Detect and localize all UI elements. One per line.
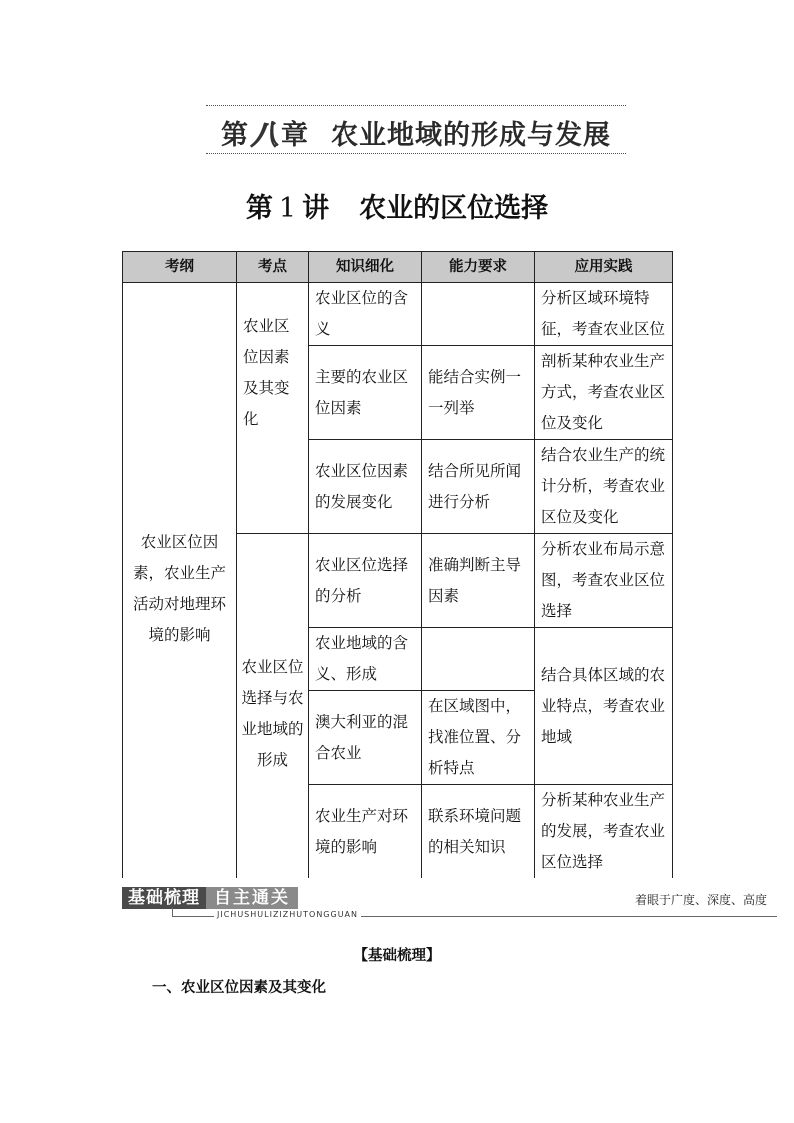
topic-cell-2: 农业区位选择与农业地域的形成 [237, 534, 309, 879]
ability-cell: 能结合实例一一列举 [422, 346, 535, 440]
ability-cell [422, 283, 535, 346]
section-bar-hook [172, 907, 173, 916]
ability-cell [422, 628, 535, 691]
section-heading-1: 一、农业区位因素及其变化 [152, 980, 326, 996]
section-pinyin: JICHUSHULIZIZHUTONGGUAN [214, 910, 361, 919]
knowledge-cell: 农业区位选择的分析 [309, 534, 422, 628]
knowledge-cell: 农业地域的含义、形成 [309, 628, 422, 691]
practice-cell: 分析农业布局示意图，考查农业区位选择 [535, 534, 673, 628]
header-knowledge: 知识细化 [309, 252, 422, 283]
header-syllabus: 考纲 [123, 252, 237, 283]
ability-cell: 结合所见所闻进行分析 [422, 440, 535, 534]
practice-cell: 分析某种农业生产的发展，考查农业区位选择 [535, 785, 673, 879]
practice-cell-merged: 结合具体区域的农业特点，考查农业地域 [535, 628, 673, 785]
knowledge-cell: 农业生产对环境的影响 [309, 785, 422, 879]
lecture-name: 农业的区位选择 [359, 193, 549, 224]
chapter-name: 农业地域的形成与发展 [331, 120, 611, 151]
header-practice: 应用实践 [535, 252, 673, 283]
chapter-prefix: 第 [221, 120, 249, 151]
section-tag-secondary: 自主通关 [206, 887, 298, 909]
knowledge-cell: 澳大利亚的混合农业 [309, 691, 422, 785]
knowledge-cell: 农业区位的含义 [309, 283, 422, 346]
ability-cell: 联系环境问题的相关知识 [422, 785, 535, 879]
practice-cell: 分析区域环境特征，考查农业区位 [535, 283, 673, 346]
syllabus-cell: 农业区位因素，农业生产活动对地理环境的影响 [123, 283, 237, 879]
practice-cell: 剖析某种农业生产方式，考查农业区位及变化 [535, 346, 673, 440]
chapter-number: 八 [251, 120, 279, 151]
section-motto: 着眼于广度、深度、高度 [634, 893, 767, 907]
practice-cell: 结合农业生产的统计分析，考查农业区位及变化 [535, 440, 673, 534]
header-ability: 能力要求 [422, 252, 535, 283]
table-row [123, 283, 673, 346]
topic-cell-1: 农业区位因素及其变化 [237, 283, 309, 534]
ability-cell: 准确判断主导因素 [422, 534, 535, 628]
knowledge-cell: 农业区位因素的发展变化 [309, 440, 422, 534]
lecture-prefix: 第 [245, 193, 273, 224]
section-bar [122, 887, 777, 927]
lecture-number: 1 [278, 193, 297, 224]
lecture-suffix: 讲 [302, 193, 330, 224]
section-tag [122, 887, 298, 909]
chapter-suffix: 章 [281, 120, 309, 151]
ability-cell: 在区域图中，找准位置、分析特点 [422, 691, 535, 785]
knowledge-cell: 主要的农业区位因素 [309, 346, 422, 440]
subsection-heading: 【基础梳理】 [353, 948, 441, 964]
syllabus-table [122, 251, 673, 878]
header-topic: 考点 [237, 252, 309, 283]
section-tag-primary: 基础梳理 [122, 887, 206, 909]
table-header-row [123, 252, 673, 283]
